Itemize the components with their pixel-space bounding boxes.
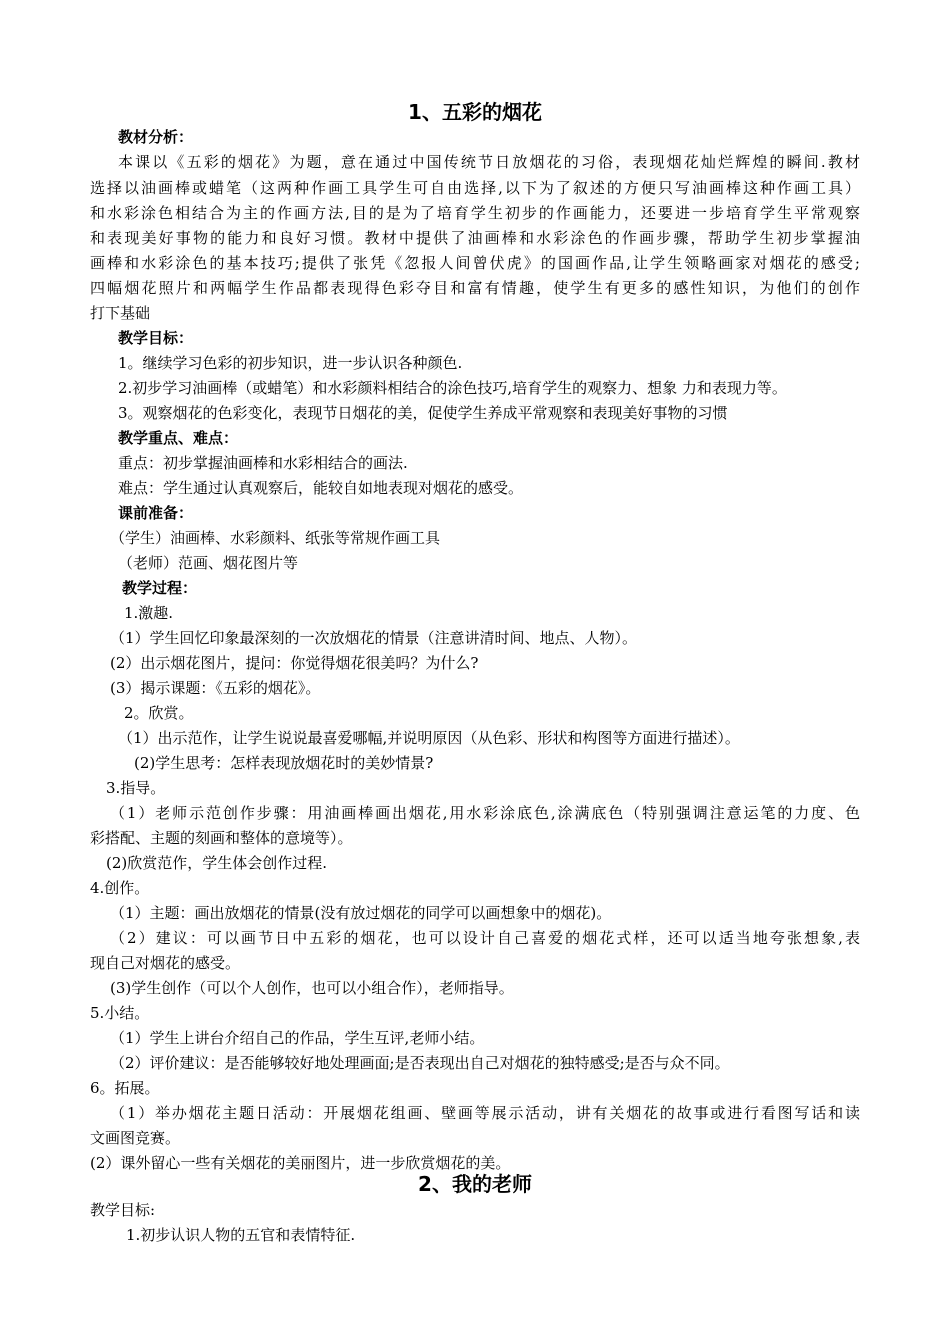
process-heading: 教学过程： (122, 579, 198, 597)
analysis-line: 选择以油画棒或蜡笔（这两种作画工具学生可自由选择,以下为了叙述的方便只写油画棒这种作画工具） (90, 179, 860, 197)
prep-student: （学生）油画棒、水彩颜料、纸张等常规作画工具 (110, 529, 441, 547)
analysis-line: 和水彩涂色相结合为主的作画方法,目的是为了培育学生初步的作画能力，还要进一步培育学生平常观察 (90, 204, 860, 222)
process-step: (3)学生创作（可以个人创作，也可以小组合作），老师指导。 (110, 979, 514, 997)
process-step: （2）建议：可以画节日中五彩的烟花，也可以设计自己喜爱的烟花式样，还可以适当地夸张想象,表 (110, 929, 860, 947)
goal-item: 3。观察烟花的色彩变化，表现节日烟花的美，促使学生养成平常观察和表现美好事物的习惯 (118, 404, 728, 422)
process-step: 5.小结。 (90, 1004, 150, 1022)
process-step: 6。拓展。 (90, 1079, 160, 1097)
process-step: （1）主题：画出放烟花的情景(没有放过烟花的同学可以画想象中的烟花)。 (110, 904, 612, 922)
section2-title: 2、我的老师 (418, 1172, 532, 1196)
section2-goal-item: 1.初步认识人物的五官和表情特征. (126, 1226, 356, 1244)
process-step: (2）出示烟花图片，提问：你觉得烟花很美吗？为什么? (110, 654, 479, 672)
analysis-line: 和表现美好事物的能力和良好习惯。教材中提供了油画棒和水彩涂色的作画步骤，帮助学生初步掌握油 (90, 229, 860, 247)
process-step: (2)欣赏范作，学生体会创作过程. (106, 854, 328, 872)
process-step: 文画图竞赛。 (90, 1129, 181, 1147)
process-step: 4.创作。 (90, 879, 150, 897)
prep-teacher: （老师）范画、烟花图片等 (118, 554, 299, 572)
process-step: 2。欣赏。 (124, 704, 194, 722)
process-step: （1）老师示范创作步骤：用油画棒画出烟花,用水彩涂底色,涂满底色（特别强调注意运笔的力度、色 (110, 804, 860, 822)
goal-item: 2.初步学习油画棒（或蜡笔）和水彩颜料相结合的涂色技巧,培育学生的观察力、想象 力和表现力等。 (118, 379, 787, 397)
process-step: (2）课外留心一些有关烟花的美丽图片，进一步欣赏烟花的美。 (90, 1154, 511, 1172)
process-step: （1）举办烟花主题日活动：开展烟花组画、壁画等展示活动，讲有关烟花的故事或进行看图写话和读 (110, 1104, 860, 1122)
goal-item: 1。继续学习色彩的初步知识，进一步认识各种颜色. (118, 354, 463, 372)
process-step: 1.激趣. (124, 604, 174, 622)
prep-heading: 课前准备： (118, 504, 194, 522)
process-step: (2)学生思考：怎样表现放烟花时的美妙情景? (134, 754, 434, 772)
analysis-line: 四幅烟花照片和两幅学生作品都表现得色彩夺目和富有情趣，使学生有更多的感性知识，为他们的创作 (90, 279, 860, 297)
process-step: （1）学生上讲台介绍自己的作品，学生互评,老师小结。 (110, 1029, 485, 1047)
process-step: (3）揭示课题：《五彩的烟花》。 (110, 679, 321, 697)
difficulty-point: 难点：学生通过认真观察后，能较自如地表现对烟花的感受。 (118, 479, 524, 497)
analysis-line: 本课以《五彩的烟花》为题，意在通过中国传统节日放烟花的习俗，表现烟花灿烂辉煌的瞬间.教材 (118, 153, 860, 171)
analysis-line: 打下基础 (90, 304, 151, 322)
section2-goals-heading: 教学目标: (90, 1201, 156, 1219)
process-step: （1）学生回忆印象最深刻的一次放烟花的情景（注意讲清时间、地点、人物）。 (110, 629, 638, 647)
section1-title: 1、五彩的烟花 (408, 100, 542, 124)
process-step: 3.指导。 (106, 779, 166, 797)
analysis-heading: 教材分析： (118, 128, 194, 146)
process-step: （1）出示范作，让学生说说最喜爱哪幅,并说明原因（从色彩、形状和构图等方面进行描述）。 (118, 729, 740, 747)
analysis-line: 画棒和水彩涂色的基本技巧;提供了张凭《忽报人间曾伏虎》的国画作品,让学生领略画家对烟花的感受; (90, 254, 860, 272)
process-step: 现自己对烟花的感受。 (90, 954, 241, 972)
process-step: 彩搭配、主题的刻画和整体的意境等）。 (90, 829, 353, 847)
key-heading: 教学重点、难点： (118, 429, 239, 447)
goals-heading: 教学目标： (118, 329, 194, 347)
key-point: 重点：初步掌握油画棒和水彩相结合的画法. (118, 454, 408, 472)
process-step: （2）评价建议：是否能够较好地处理画面;是否表现出自己对烟花的独特感受;是否与众不同。 (110, 1054, 730, 1072)
